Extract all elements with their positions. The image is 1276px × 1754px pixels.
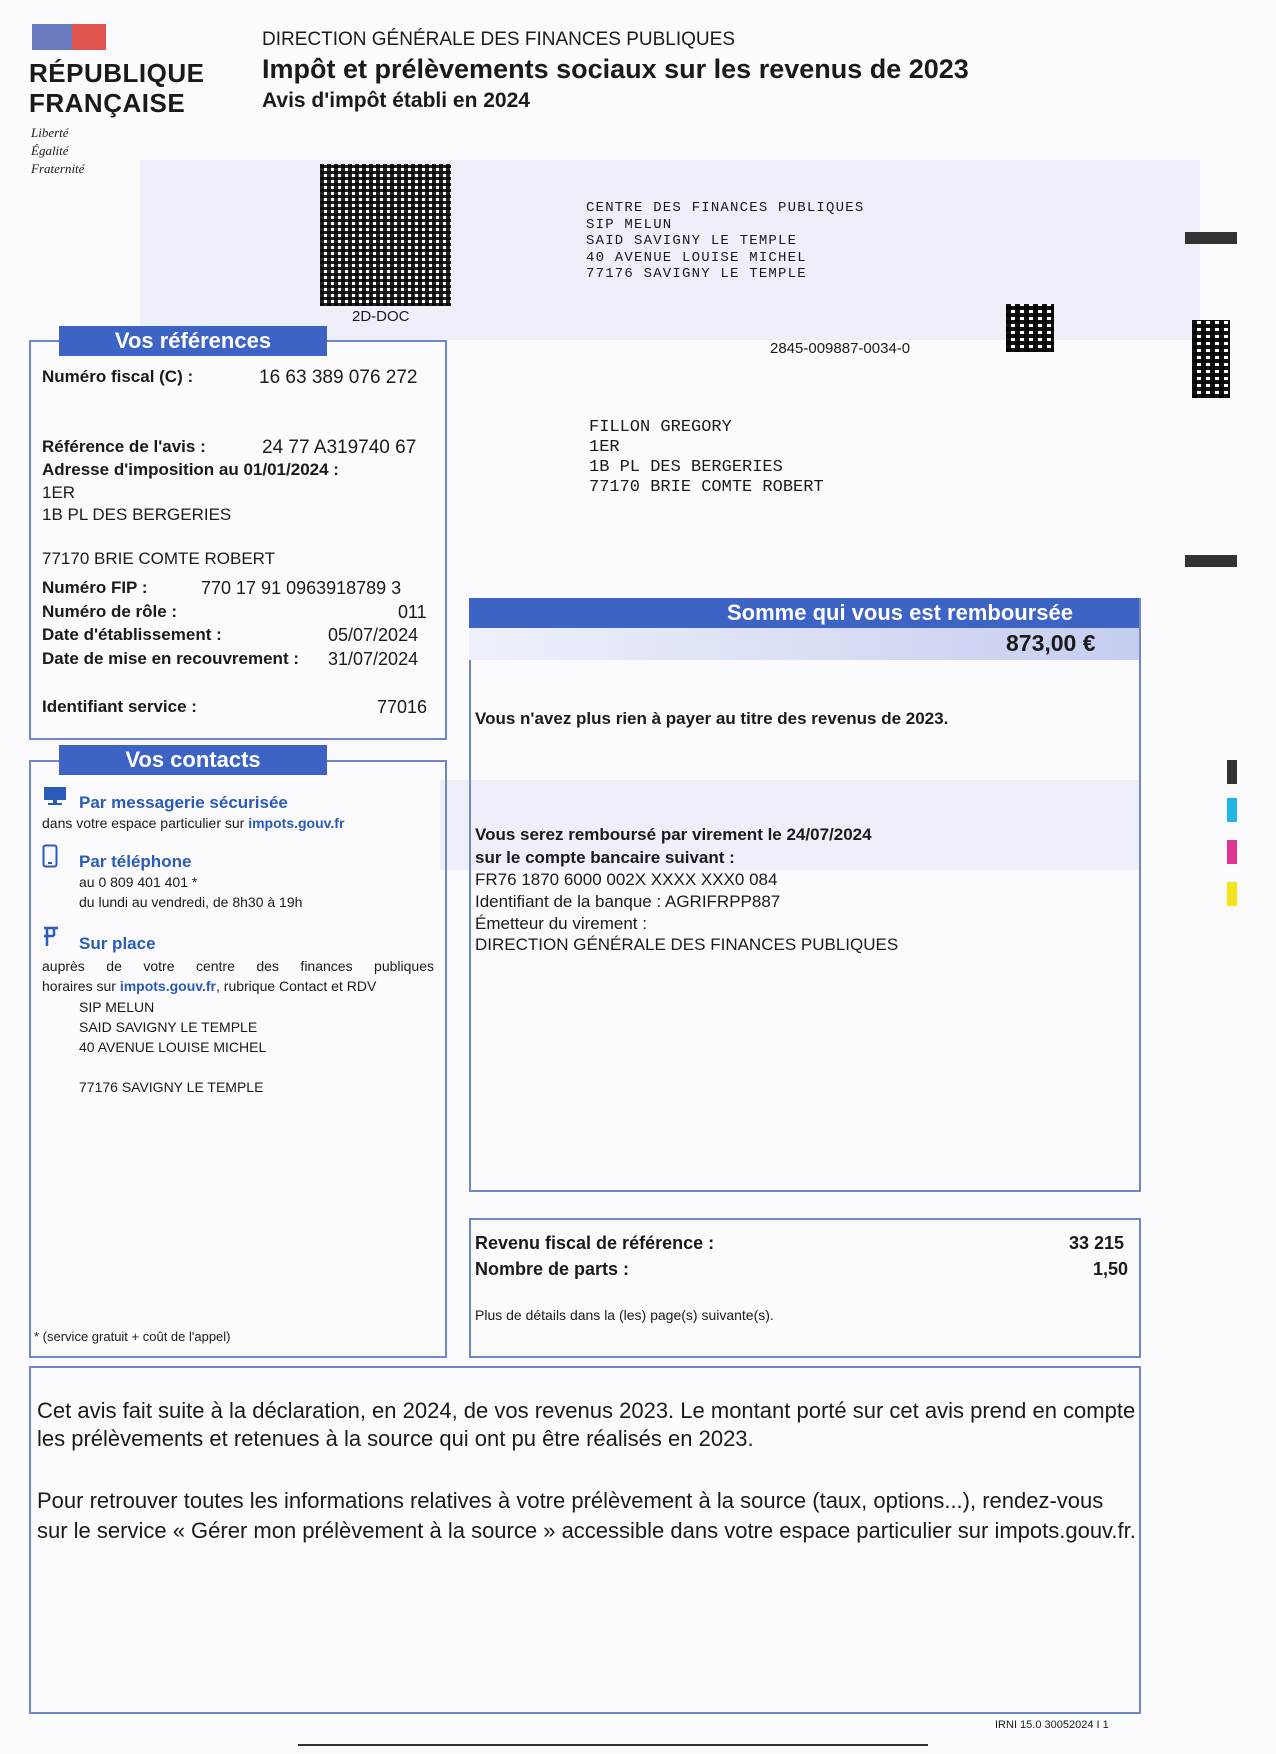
rfr-label: Revenu fiscal de référence : <box>475 1233 715 1253</box>
print-mark <box>1185 232 1237 244</box>
parts-value: 1,50 <box>1093 1259 1129 1279</box>
phone-title: Par téléphone <box>79 852 192 871</box>
2d-doc-label: 2D-DOC <box>352 308 410 325</box>
fiscal-number-value: 16 63 389 076 272 <box>259 367 418 388</box>
messaging-title: Par messagerie sécurisée <box>79 793 288 812</box>
dgfip-label: DIRECTION GÉNÉRALE DES FINANCES PUBLIQUES <box>262 29 735 50</box>
service-id-value: 77016 <box>377 697 428 717</box>
republique-francaise: RÉPUBLIQUE FRANÇAISE <box>29 58 205 118</box>
emitter-label: Émetteur du virement : <box>475 914 647 933</box>
phone-icon <box>42 844 58 873</box>
page-subtitle: Avis d'impôt établi en 2024 <box>262 89 530 112</box>
fip-value: 770 17 91 0963918789 3 <box>201 578 402 598</box>
impots-link[interactable]: impots.gouv.fr <box>248 815 345 831</box>
bank-id: Identifiant de la banque : AGRIFRPP887 <box>475 892 781 911</box>
datamatrix-code-side <box>1192 320 1230 398</box>
notice-paragraph-2: Pour retrouver toutes les informations relatives à votre prélèvement à la source (taux, options...), rendez-vous sur le service « Gérer mon prélèvement à la source » accessible dans votre espace particulier sur impots.gouv.fr. <box>37 1488 1136 1543</box>
avis-reference-label: Référence de l'avis : <box>42 437 206 456</box>
etablissement-value: 05/07/2024 <box>328 625 419 645</box>
contacts-title: Vos contacts <box>59 745 327 775</box>
phone-hours: du lundi au vendredi, de 8h30 à 19h <box>79 894 303 910</box>
place-address: SIP MELUN SAID SAVIGNY LE TEMPLE 40 AVENUE LOUISE MICHEL 77176 SAVIGNY LE TEMPLE <box>79 999 267 1095</box>
footer-code: IRNI 15.0 30052024 I 1 <box>995 1719 1109 1731</box>
motto: Liberté Égalité Fraternité <box>31 125 85 176</box>
transfer-account-label: sur le compte bancaire suivant : <box>475 848 735 867</box>
references-title: Vos références <box>59 326 327 356</box>
notice-paragraph-1: Cet avis fait suite à la déclaration, en 2024, de vos revenus 2023. Le montant porté sur cet avis prend en compte les prélèvements et retenues à la source qui ont pu être réalisés en 2023. <box>37 1398 1136 1451</box>
marianne-logo <box>32 24 106 50</box>
recipient-address: FILLON GREGORY 1ER 1B PL DES BERGERIES 77170 BRIE COMTE ROBERT <box>589 418 824 497</box>
service-id-label: Identifiant service : <box>42 697 197 716</box>
fiscal-number-label: Numéro fiscal (C) : <box>42 367 194 386</box>
rfr-value: 33 215 <box>1069 1233 1125 1253</box>
refund-title: Somme qui vous est remboursée <box>727 600 1073 625</box>
color-mark-magenta <box>1227 840 1237 864</box>
color-mark-cyan <box>1227 798 1237 822</box>
computer-icon <box>42 786 68 806</box>
transfer-date: Vous serez remboursé par virement le 24/07/2024 <box>475 825 872 844</box>
impots-link-2[interactable]: impots.gouv.fr <box>119 978 216 994</box>
nothing-to-pay: Vous n'avez plus rien à payer au titre des revenus de 2023. <box>475 709 949 728</box>
footer-rule <box>298 1744 928 1746</box>
place-title: Sur place <box>79 934 156 953</box>
document-number: 2845-009887-0034-0 <box>770 340 911 357</box>
phone-number: au 0 809 401 401 * <box>79 874 198 890</box>
iban: FR76 1870 6000 002X XXXX XXX0 084 <box>475 870 778 889</box>
tax-address-label: Adresse d'imposition au 01/01/2024 : <box>42 460 339 479</box>
print-mark <box>1185 555 1237 567</box>
color-mark-black <box>1227 760 1237 784</box>
avis-reference-value: 24 77 A319740 67 <box>262 437 417 458</box>
building-icon <box>42 926 62 953</box>
messaging-text: dans votre espace particulier sur impots.gouv.fr <box>42 815 345 831</box>
recouvrement-value: 31/07/2024 <box>328 649 419 669</box>
fip-label: Numéro FIP : <box>42 578 148 597</box>
role-value: 011 <box>398 602 427 622</box>
details-note: Plus de détails dans la (les) page(s) suivante(s). <box>475 1307 774 1323</box>
emitter: DIRECTION GÉNÉRALE DES FINANCES PUBLIQUES <box>475 935 899 954</box>
centre-address: CENTRE DES FINANCES PUBLIQUES SIP MELUN SAID SAVIGNY LE TEMPLE 40 AVENUE LOUISE MICHEL 77176 SAVIGNY LE TEMPLE <box>586 200 865 282</box>
role-label: Numéro de rôle : <box>42 602 178 621</box>
place-text: auprès de votre centre des finances publiques horaires sur impots.gouv.fr, rubrique Contact et RDV <box>42 958 434 994</box>
color-mark-yellow <box>1227 882 1237 906</box>
datamatrix-code <box>1006 304 1054 352</box>
parts-label: Nombre de parts : <box>475 1259 630 1279</box>
tax-address: 1ER 1B PL DES BERGERIES 77170 BRIE COMTE ROBERT <box>42 483 276 568</box>
etablissement-label: Date d'établissement : <box>42 625 222 644</box>
2d-doc-code <box>320 164 451 306</box>
refund-amount: 873,00 € <box>1006 630 1096 656</box>
page-title: Impôt et prélèvements sociaux sur les revenus de 2023 <box>262 54 969 84</box>
recouvrement-label: Date de mise en recouvrement : <box>42 649 299 668</box>
phone-footnote: * (service gratuit + coût de l'appel) <box>34 1329 231 1344</box>
